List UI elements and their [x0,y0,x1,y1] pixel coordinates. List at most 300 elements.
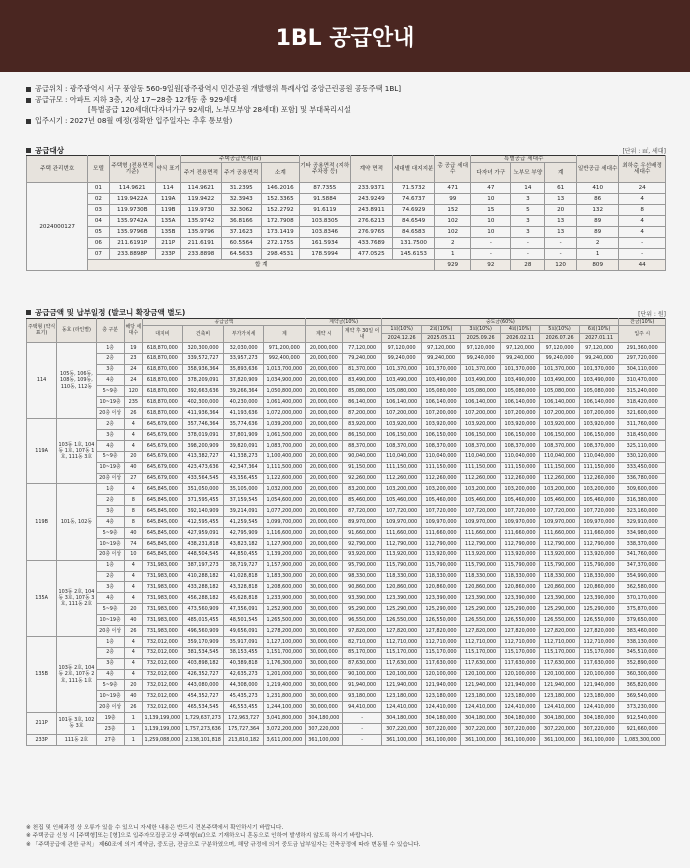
table-cell: 127,820,000 [421,625,460,636]
table-cell: 3 [511,227,545,238]
table-cell: 106,140,000 [540,397,579,408]
table-row [27,527,666,538]
table-cell: 45,435,273 [224,691,263,702]
table-cell: 8 [619,205,666,216]
type-cell: 114 [27,342,57,418]
table-cell: 83,200,000 [342,484,381,495]
table-cell: 105,460,000 [461,495,500,506]
table-row [27,506,666,517]
table-cell: 126,550,000 [579,615,619,626]
total-general: 809 [577,260,619,271]
table-cell: 1 [435,249,471,260]
table-cell: 105,460,000 [579,495,619,506]
table-cell: 95,290,000 [342,604,381,615]
table-cell: 211P [156,238,181,249]
table-cell: 99,240,000 [461,353,500,364]
table-cell: 360,300,000 [619,669,666,680]
table-cell: 1 [124,734,143,745]
table-cell: 112,710,000 [500,636,539,647]
total-lowest: 44 [619,260,666,271]
table-cell: 44,850,455 [224,549,263,560]
table-cell: 103,200,000 [540,484,579,495]
table-cell: 4층 [96,375,124,386]
table-cell: 91,660,000 [342,527,381,538]
table-cell: 304,180,000 [305,713,342,724]
info-scale: 공급규모 : 아파트 지하 3층, 지상 17~28층 12개동 총 929세대 [26,95,666,106]
table-cell: 496,560,909 [182,625,224,636]
dong-cell: 111동 2호 [57,734,96,745]
table-cell: 433,288,182 [182,582,224,593]
table-cell: 323,160,000 [619,506,666,517]
table-cell: 101,370,000 [382,364,421,375]
table-cell: 10 [471,194,511,205]
table-cell: 112,790,000 [500,538,539,549]
table-cell: 362,580,000 [619,582,666,593]
table-cell: 398,200,909 [182,440,224,451]
col-m1: 1회(10%) [382,326,421,333]
table-cell: 338,370,000 [619,538,666,549]
table-cell: 107,200,000 [382,408,421,419]
table-cell: 83,920,000 [342,419,381,430]
table-cell: - [471,249,511,260]
table-cell: - [511,238,545,249]
table-cell: 30,000,000 [305,669,342,680]
table-cell: 30,000,000 [305,680,342,691]
table-row [27,353,666,364]
table-cell: 46,553,455 [224,702,263,713]
table-cell: 124,410,000 [421,702,460,713]
table-cell: 97,120,000 [421,342,460,353]
table-cell: 123,180,000 [500,691,539,702]
type-cell: 119B [27,484,57,560]
table-cell: 124,410,000 [500,702,539,713]
dong-cell: 101동, 102동 [57,484,96,560]
table-cell: 4 [124,484,143,495]
table-row [27,669,666,680]
table-cell: 618,870,000 [143,408,182,419]
table-row [27,680,666,691]
table-cell: - [545,249,577,260]
table-cell: 345,510,000 [619,647,666,658]
table-cell: 131.7500 [392,238,434,249]
table-cell: 120,100,000 [540,669,579,680]
table-cell: 732,012,000 [143,691,182,702]
table-cell: 120,100,000 [500,669,539,680]
table-cell: 3 [511,194,545,205]
price-unit: [단위 : 원] [638,311,666,318]
table-cell: 37,159,545 [224,495,263,506]
table-cell: 19층 [96,713,124,724]
table-cell: 117,630,000 [500,658,539,669]
table-cell: 123,390,000 [540,593,579,604]
footnote: ※ 주택공급 신청 시 [주택형]또는 [형]으로 입주자모집공고상 주택형(㎡)으로 기재하오니 혼동으로 인하여 발생하지 않도록 하시기 바랍니다. [26,833,374,840]
table-cell: - [619,238,666,249]
table-cell: 30,000,000 [305,691,342,702]
table-cell: 341,760,000 [619,549,666,560]
table-cell: 112,790,000 [421,538,460,549]
table-cell: 15 [471,205,511,216]
table-cell: 97,820,000 [342,625,381,636]
table-cell: 47 [471,183,511,194]
table-cell: 107,200,000 [540,408,579,419]
table-cell: 4 [124,669,143,680]
table-cell: 107,200,000 [500,408,539,419]
table-cell: 2,138,101,818 [182,734,224,745]
table-cell: 123,180,000 [579,691,619,702]
table-cell: 107,720,000 [540,506,579,517]
info-scale-detail: [특별공급 120세대(다자녀가구 92세대, 노부모부양 28세대) 포함] 및 부대복리시설 [88,105,351,114]
table-cell: 98,330,000 [342,571,381,582]
table-cell: 4 [619,227,666,238]
table-cell: 109,970,000 [461,517,500,528]
table-cell: 30,000,000 [305,625,342,636]
table-cell: 272.1755 [261,238,299,249]
table-cell: 413,382,727 [182,451,224,462]
table-cell: 110,040,000 [421,451,460,462]
table-cell: 01 [88,183,109,194]
table-cell: 1,034,900,000 [263,375,305,386]
section-price-title: 공급금액 및 납부일정 (발코니 확장금액 별도) [26,307,185,318]
table-cell: 107,720,000 [500,506,539,517]
type-cell: 119A [27,419,57,484]
table-cell: 112,710,000 [382,636,421,647]
table-cell: 112,710,000 [579,636,619,647]
table-cell: 120 [124,386,143,397]
table-cell: 20층 이상 [96,549,124,560]
table-cell: 32,030,000 [224,342,263,353]
table-cell: 118,330,000 [540,571,579,582]
table-cell: 1층 [96,484,124,495]
manage-no-cell: 2024000127 [27,183,88,271]
table-cell: 410,288,182 [182,571,224,582]
table-cell: 1층 [96,560,124,571]
col-type: 주택형 (전용면적기준) [109,156,156,183]
col-model: 모델 [88,156,109,183]
table-cell: 109,970,000 [579,517,619,528]
table-cell: 361,100,000 [500,734,539,745]
table-cell: - [619,249,666,260]
table-row [27,593,666,604]
table-cell: 448,504,545 [182,549,224,560]
table-cell: 23 [124,353,143,364]
table-cell: 117,630,000 [461,658,500,669]
table-cell: 105,080,000 [540,386,579,397]
table-cell: 84.6583 [392,227,434,238]
table-cell: 20,000,000 [305,462,342,473]
table-row [27,386,666,397]
col-d6: 2027.01.11 [579,333,619,342]
table-cell: 91.5884 [299,194,350,205]
table-cell: 77,120,000 [342,342,381,353]
table-cell: 26 [124,702,143,713]
col-movein: 입주 시 [619,326,666,342]
table-cell: 20,000,000 [305,386,342,397]
dong-cell: 101동 3호, 102동 3호 [57,713,96,735]
col-land: 대지비 [143,326,182,342]
table-cell: 42,635,273 [224,669,263,680]
table-cell: 291,360,000 [619,342,666,353]
col-price: 공급금액 [143,319,306,326]
table-cell: 307,220,000 [382,723,421,734]
table-cell: 105,080,000 [461,386,500,397]
table-cell: 1,111,500,000 [263,462,305,473]
table-cell: 334,980,000 [619,527,666,538]
table-cell: 127,820,000 [461,625,500,636]
col-lowest-floor: 최하층 우선배정 세대수 [619,156,666,183]
table-cell: 113,920,000 [540,549,579,560]
table-cell: 112,790,000 [540,538,579,549]
table-cell: 731,983,000 [143,571,182,582]
table-cell: 119.9422A [109,194,156,205]
table-cell: 125,290,000 [540,604,579,615]
table-cell: 103,200,000 [461,484,500,495]
table-cell: 115,170,000 [461,647,500,658]
table-cell: 89 [577,227,619,238]
table-row [27,194,666,205]
table-cell: 4 [124,647,143,658]
col-total-supply: 총 공급 세대수 [435,156,471,183]
table-cell: 732,012,000 [143,636,182,647]
table-cell: 732,012,000 [143,702,182,713]
col-balance: 잔금(10%) [619,319,666,326]
table-cell: 1,259,088,000 [143,734,182,745]
table-cell: 1,039,200,000 [263,419,305,430]
table-cell: 106,150,000 [579,429,619,440]
table-cell: 20,000,000 [305,473,342,484]
table-cell: 731,983,000 [143,582,182,593]
table-cell: 115,790,000 [579,560,619,571]
table-cell: 307,220,000 [500,723,539,734]
table-cell: 109,970,000 [500,517,539,528]
table-cell: 109,970,000 [421,517,460,528]
table-cell: 121,940,000 [382,680,421,691]
info-movein: 입주시기 : 2027년 08월 예정(정확한 입주일자는 추후 통보함) [26,116,666,127]
table-cell: 113,920,000 [500,549,539,560]
table-cell: 87,630,000 [342,658,381,669]
table-cell: 05 [88,227,109,238]
table-cell: 175,727,364 [224,723,263,734]
table-cell: 103,490,000 [421,375,460,386]
col-floor: 층 구분 [96,319,124,343]
table-cell: 325,110,000 [619,440,666,451]
table-row [27,625,666,636]
table-cell: 423,473,636 [182,462,224,473]
table-cell: 731,983,000 [143,615,182,626]
table-cell: 20층 이상 [96,473,124,484]
table-cell: 106,140,000 [500,397,539,408]
table-cell: 106,140,000 [579,397,619,408]
table-cell: 370,170,000 [619,593,666,604]
table-cell: 20,000,000 [305,353,342,364]
table-cell: 31.2395 [221,183,261,194]
table-cell: 121,940,000 [500,680,539,691]
table-cell: 10 [471,216,511,227]
type-cell: 233P [27,734,57,745]
table-cell: 135A [156,216,181,227]
table-cell: 121,940,000 [540,680,579,691]
table-cell: 115,170,000 [500,647,539,658]
table-cell: 35,893,636 [224,364,263,375]
table-cell: 379,650,000 [619,615,666,626]
table-cell: 127,820,000 [382,625,421,636]
table-cell: 87,200,000 [342,408,381,419]
table-cell: 1,050,800,000 [263,386,305,397]
table-cell: 37,820,909 [224,375,263,386]
table-cell: 40 [124,527,143,538]
table-cell: 93,390,000 [342,593,381,604]
table-cell: 38,719,727 [224,560,263,571]
col-price-sum: 계 [263,326,305,342]
dong-cell: 103동 1호, 104동 1호, 107동 1호, 111동 3호 [57,419,96,484]
table-cell: 115,790,000 [461,560,500,571]
table-cell: 107,720,000 [461,506,500,517]
table-cell: 42,347,364 [224,462,263,473]
table-row [27,375,666,386]
table-cell: 47,356,091 [224,604,263,615]
table-cell: 329,910,000 [619,517,666,528]
table-cell: 304,180,000 [461,713,500,724]
table-cell: 125,290,000 [382,604,421,615]
table-row [27,571,666,582]
table-cell: 126,550,000 [540,615,579,626]
table-cell: 101,370,000 [421,364,460,375]
table-cell: 20,000,000 [305,451,342,462]
total-elderly: 28 [511,260,545,271]
table-cell: 103.8346 [299,227,350,238]
table-cell: 361,100,000 [305,734,342,745]
table-cell: 1층 [96,342,124,353]
table-cell: 111,150,000 [579,462,619,473]
col-building: 건축비 [182,326,224,342]
table-cell: 117,630,000 [540,658,579,669]
table-cell: 1 [124,723,143,734]
table-cell: 152 [435,205,471,216]
col-special: 특별공급 세대수 [471,156,577,163]
table-cell: 618,870,000 [143,386,182,397]
table-cell: 161.5934 [299,238,350,249]
table-cell: 10~19층 [96,691,124,702]
table-cell: 1,157,900,000 [263,560,305,571]
table-row [27,647,666,658]
table-cell: 304,110,000 [619,364,666,375]
table-cell: 110,040,000 [579,451,619,462]
table-cell: 64.5633 [221,249,261,260]
table-cell: 92,790,000 [342,538,381,549]
table-cell: 106,150,000 [382,429,421,440]
dong-cell: 103동 2호, 104동 3호, 107동 3호, 111동 2호 [57,560,96,636]
col-other-common: 기타 공용면적 (지하주차장 등) [299,156,350,183]
table-cell: 135B [156,227,181,238]
table-cell: 115,170,000 [421,647,460,658]
table-cell: 39,820,091 [224,440,263,451]
table-cell: 101,370,000 [461,364,500,375]
table-cell: 365,820,000 [619,680,666,691]
table-cell: 115,790,000 [500,560,539,571]
table-cell: 99,240,000 [382,353,421,364]
table-cell: 07 [88,249,109,260]
table-cell: 732,012,000 [143,669,182,680]
table-cell: 125,290,000 [461,604,500,615]
table-cell: 117,630,000 [382,658,421,669]
table-cell: 1,233,900,000 [263,593,305,604]
table-cell: 20 [545,205,577,216]
table-cell: 912,540,000 [619,713,666,724]
table-cell: 39,214,091 [224,506,263,517]
bullet-icon [26,310,31,315]
table-cell: 20층 이상 [96,408,124,419]
table-cell: 06 [88,238,109,249]
table-cell: 108,370,000 [461,440,500,451]
table-cell: 731,983,000 [143,604,182,615]
table-cell: 13 [545,227,577,238]
table-cell: 105,080,000 [500,386,539,397]
col-contract-30: 계약 후 30일 이내 [342,326,381,342]
table-cell: 213,810,182 [224,734,263,745]
table-cell: 392,140,909 [182,506,224,517]
table-cell: 123,180,000 [540,691,579,702]
table-cell: 10~19층 [96,538,124,549]
table-cell: 20,000,000 [305,342,342,353]
table-cell: 36.8166 [221,216,261,227]
table-cell: 125,290,000 [500,604,539,615]
table-cell: 4 [124,658,143,669]
table-cell: 2층 [96,419,124,430]
table-row [27,484,666,495]
table-cell: 111,660,000 [461,527,500,538]
table-cell: 86,140,000 [342,397,381,408]
dong-cell: 105동, 106동, 108동, 109동, 110동, 112동 [57,342,96,418]
table-cell: 1,201,000,000 [263,669,305,680]
table-cell: 2층 [96,495,124,506]
table-row [27,364,666,375]
col-multi: 다자녀 가구 [471,163,511,183]
table-cell: 2층 [96,647,124,658]
footnote: ※ 「주택공급에 관한 규칙」 제60조에 의거 계약금, 중도금, 잔금으로 구분하였으며, 해당 규정에 의거 중도금 납부일자는 건축공정에 따라 변동될 수 있습니다. [26,841,421,848]
table-cell: 645,679,000 [143,473,182,484]
table-cell: 618,870,000 [143,364,182,375]
table-cell: 4 [124,593,143,604]
table-cell: 93,920,000 [342,549,381,560]
col-d1: 2024.12.26 [382,333,421,342]
table-cell: 383,460,000 [619,625,666,636]
table-cell: 1,054,600,000 [263,495,305,506]
table-cell: 107,720,000 [382,506,421,517]
table-cell: 43,356,455 [224,473,263,484]
table-cell: 111,150,000 [382,462,421,473]
table-cell: 1,139,200,000 [263,549,305,560]
table-cell: 71.5732 [392,183,434,194]
table-cell: 5~9층 [96,527,124,538]
table-cell: 315,240,000 [619,386,666,397]
table-cell: 43,328,818 [224,582,263,593]
table-cell: 97,120,000 [382,342,421,353]
table-cell: 1,729,637,273 [182,713,224,724]
table-cell: 1,061,500,000 [263,429,305,440]
table-cell: 49,656,091 [224,625,263,636]
table-cell: 120,860,000 [382,582,421,593]
table-cell: 20,000,000 [305,397,342,408]
table-cell: 3층 [96,658,124,669]
table-cell: 112,710,000 [540,636,579,647]
table-cell: 87.7355 [299,183,350,194]
table-cell: 41,259,545 [224,517,263,528]
table-cell: 120,860,000 [421,582,460,593]
table-cell: 645,845,000 [143,495,182,506]
page-title: 1BL 공급안내 [275,25,415,51]
table-row [27,342,666,353]
col-contract: 계약 시 [305,326,342,342]
table-cell: 172.7908 [261,216,299,227]
